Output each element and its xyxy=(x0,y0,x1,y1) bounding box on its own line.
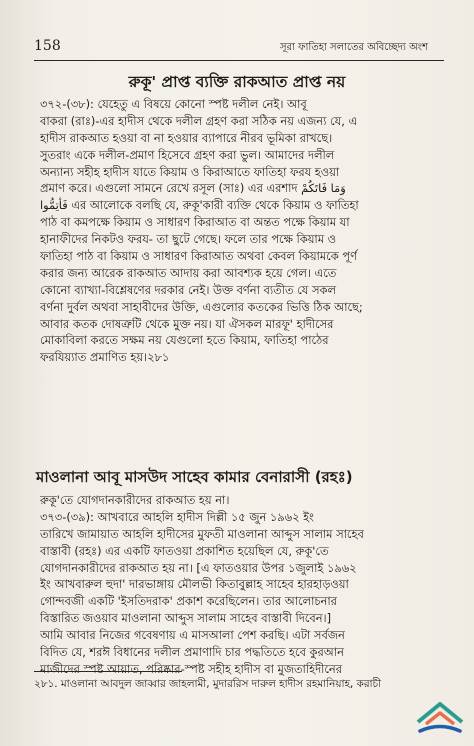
text-line: ইং আখবারুল হুদা' দারভাঙ্গায় মৌলভী কিতাবুল্লাহ সাহেব হারহাড়ওয়া xyxy=(40,577,349,592)
text-line: ফাতিহা পাঠ বা কিয়াম ও সাধারণ কিরাআত অথবা কেবল কিয়ামকে পূর্ণ xyxy=(40,249,357,264)
section-body-1 xyxy=(40,96,452,366)
text-line: করার জন্য আরেক রাকআত আদায় করা আবশ্যক হয়ে গেল। এতে xyxy=(40,265,337,280)
section-heading-2: মাওলানা আবূ মাসউদ সাহেব কামার বেনারাসী (রহঃ) xyxy=(36,468,353,486)
text-line: বাকরা (রাঃ)-এর হাদীস থেকে দলীল গ্রহণ করা সঠিক নয় এজন্য যে, এ xyxy=(40,113,358,128)
text-line: কোনো ব্যাখ্যা-বিশ্লেষণের দরকার নেই। উক্ত বর্ণনা ব্যতীত যে সকল xyxy=(40,282,336,297)
text-line: রুকূ'তে যোগদানকারীদের রাকআত হয় না। xyxy=(40,493,230,507)
text-line: মোকাবিলা করতে সক্ষম নয় যেগুলো হতে কিয়াম, ফাতিহা পাঠের xyxy=(40,333,329,348)
text-line: পাঠ বা কমপক্ষে কিয়াম ও সাধারণ কিরাআত বা অন্তত পক্ষে কিয়াম যা xyxy=(40,215,350,230)
page-header xyxy=(34,38,444,61)
text-line: ফরযিয়্যাত প্রমাণিত হয়।২৮১ xyxy=(40,350,170,365)
text-line: فَأَتِمُّوا এর আলোকে বলছি যে, রুকূ'কারী ব্যক্তি থেকে কিয়াম ও ফাতিহা xyxy=(40,198,359,213)
text-line: বিদিত যে, শরঈ বিধানের দলীল প্রমাণাদি চার পদ্ধতিতে হবে কুরআন xyxy=(40,645,344,660)
text-line: বিস্তারিত জওয়াব মাওলানা আব্দুস সালাম সাহেব বাস্তাবী দিবেন।] xyxy=(40,611,332,626)
text-line: আবার কতক দোষত্রুটি থেকে মুক্ত নয়। যা ঐসকল মারফূ' হাদীসের xyxy=(40,316,334,331)
text-line: ৩৭২-(৩৮): যেহেতু এ বিষয়ে কোনো স্পষ্ট দলীল নেই। আবূ xyxy=(40,97,307,111)
text-line: হানাফীদের নিকটও ফরয- তা ছুটে গেছে। ফলে তার পক্ষে কিয়াম ও xyxy=(40,232,337,247)
section-body-2 xyxy=(40,492,452,678)
text-line: আমি আবার নিজের গবেষণায় এ মাসআলা পেশ করছি। এটা সর্বজন xyxy=(40,628,345,643)
text-line: ৩৭৩-(৩৯): আখবারে আহলি হাদীস দিল্লী ১৫ জুন ১৯৬২ ইং xyxy=(40,509,314,524)
running-head: সূরা ফাতিহা সলাতের অবিচ্ছেদ্য অংশ xyxy=(279,42,428,53)
text-line: বর্ণনা দুর্বল অথবা সাহাবীদের উক্তি, এগুলোর কতকের ভিত্তি ঠিক আছে; xyxy=(40,299,363,314)
text-line: গোন্দবজী একটি 'ইসতিদরাক' প্রকাশ করেছিলেন। তার আলোচনার xyxy=(40,594,337,609)
text-line: অন্যান্য সহীহ হাদীস যাতে কিয়াম ও কিরাআতে ফাতিহা ফরয হওয়া xyxy=(40,164,340,179)
text-line: যোগদানকারীদের রাকআত হয় না। [এ ফাতওয়ার উপর ১জুলাই ১৯৬২ xyxy=(40,560,357,575)
footnote: ২৮১. মাওলানা আবদুল জাব্বার জাহলামী, মুদাররিস দারুল হাদীস রহমানিয়াহ, করাচী xyxy=(34,678,382,690)
section-heading-1: রুকূ' প্রাপ্ত ব্যক্তি রাকআত প্রাপ্ত নয় xyxy=(128,73,346,91)
text-line: প্রমাণ করে। এগুলো সামনে রেখে রসূল (সাঃ) এর এরশাদ وَمَا فَاتَكُمْ xyxy=(40,181,346,196)
text-line: তারিখে জামায়াত আহলি হাদীসের মুফতী মাওলানা আব্দুস সালাম সাহেব xyxy=(40,526,364,541)
footnote-divider xyxy=(34,671,182,672)
page-number: 158 xyxy=(34,38,61,54)
text-line: বাস্তাবী (রহঃ) এর একটি ফাতওয়া প্রকাশিত হয়েছিল যে, রুকূ'তে xyxy=(40,543,329,558)
publisher-logo-icon xyxy=(414,698,466,738)
text-line: হাদীস রাকআত হওয়া বা না হওয়ার ব্যাপারে নীরব ভূমিকা রাখছে। xyxy=(40,130,333,145)
text-line: মাজীদের স্পষ্ট আয়াত, পরিষ্কার-স্পষ্ট সহীহ হাদীস বা মুজতাহিদীনের xyxy=(40,661,342,676)
text-line: সুতরাং একে দলীল-প্রমাণ হিসেবে গ্রহণ করা ভুল। আমাদের দলীল xyxy=(40,147,335,162)
